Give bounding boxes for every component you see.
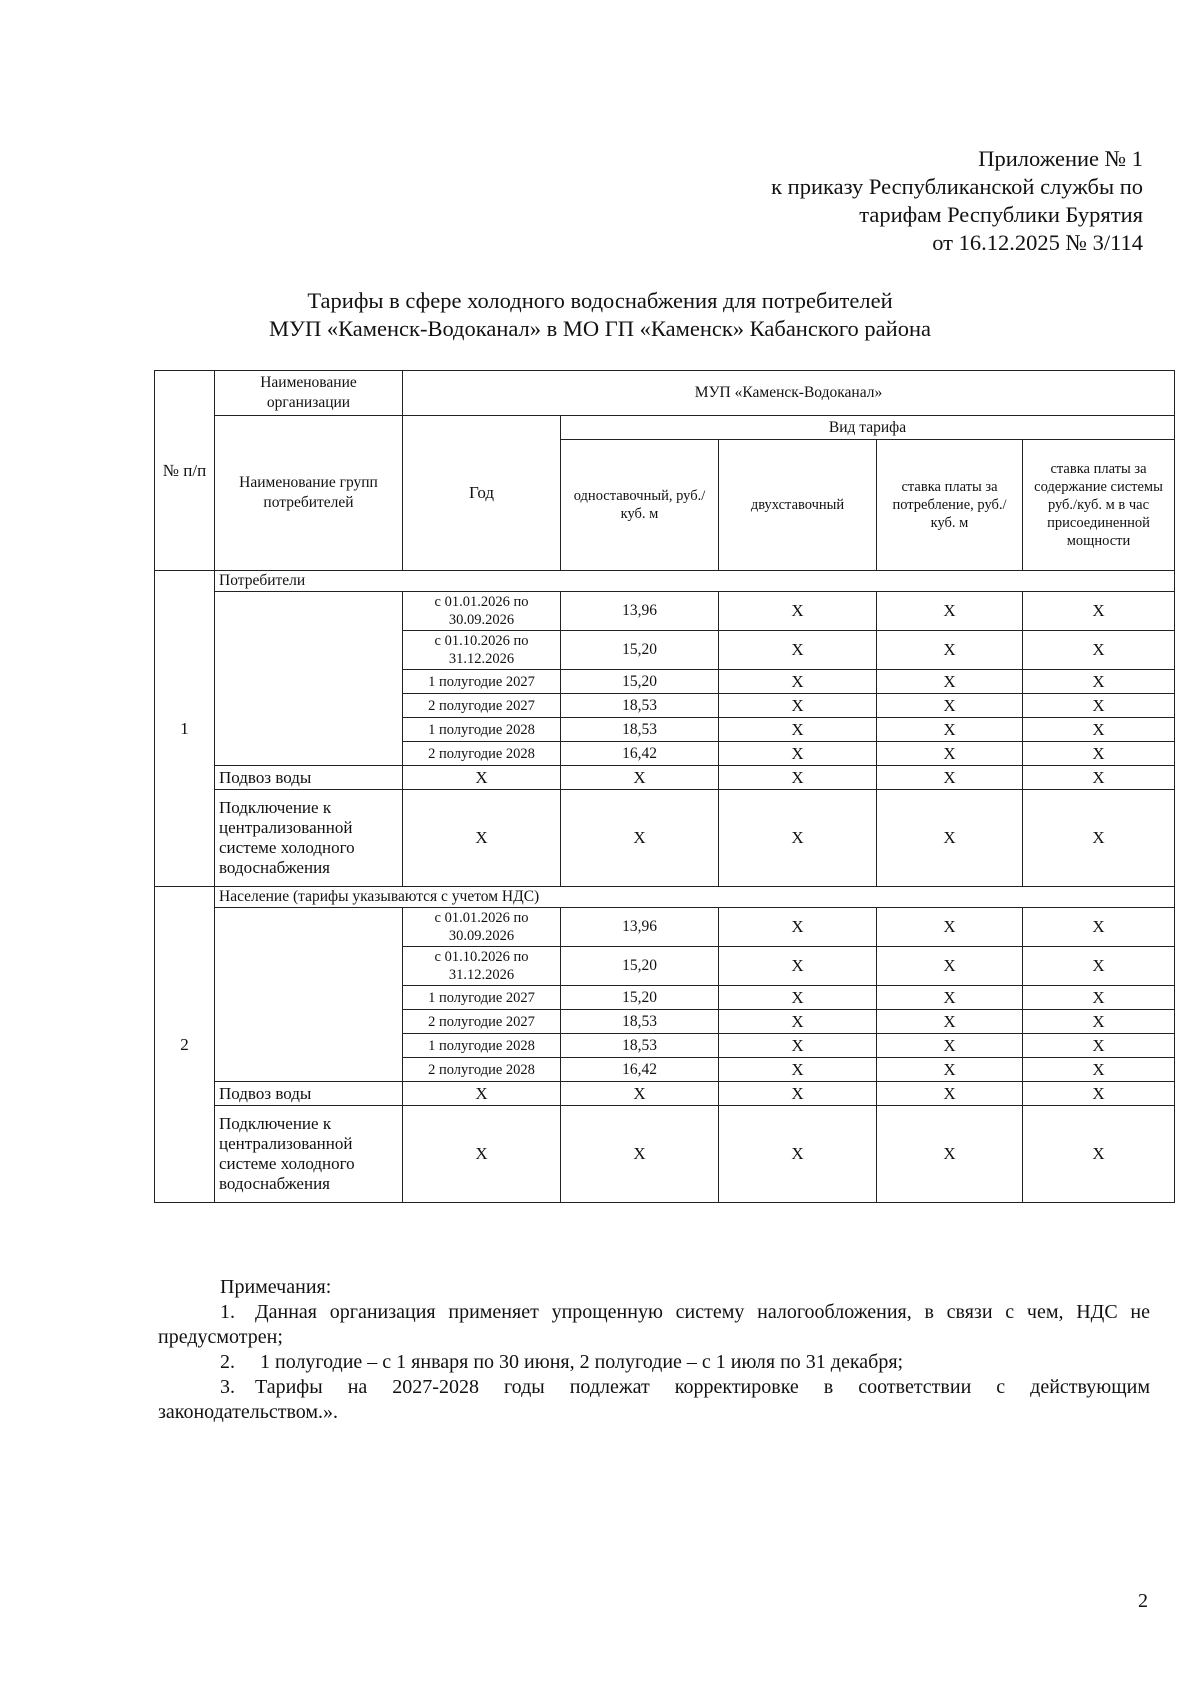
period-cell: 2 полугодие 2027 bbox=[403, 694, 561, 718]
notes bbox=[158, 1275, 1150, 1425]
two-rate-value: X bbox=[719, 694, 877, 718]
two-rate-value: X bbox=[719, 947, 877, 986]
maintenance-rate-value: X bbox=[1023, 986, 1175, 1010]
header-groups: Наименование групп потребителей bbox=[215, 416, 403, 571]
two-rate-value: X bbox=[719, 1106, 877, 1203]
single-rate-value: X bbox=[561, 790, 719, 887]
connection-row bbox=[155, 790, 1175, 887]
note-2: 2. 1 полугодие – с 1 января по 30 июня, 2 полугодие – с 1 июля по 31 декабря; bbox=[220, 1351, 904, 1373]
two-rate-value: X bbox=[719, 742, 877, 766]
tariff-row bbox=[155, 592, 1175, 631]
document-title bbox=[0, 287, 1200, 343]
period-cell: 1 полугодие 2028 bbox=[403, 718, 561, 742]
title-line-2: МУП «Каменск-Водоканал» в МО ГП «Каменск» Кабанского района bbox=[269, 316, 931, 341]
single-rate-value: X bbox=[561, 1082, 719, 1106]
consumption-rate-value: X bbox=[877, 718, 1023, 742]
consumption-rate-value: X bbox=[877, 1010, 1023, 1034]
single-rate-value: 18,53 bbox=[561, 718, 719, 742]
group-empty-cell bbox=[215, 592, 403, 766]
year-value: X bbox=[403, 790, 561, 887]
header-org-name: МУП «Каменск-Водоканал» bbox=[403, 371, 1175, 416]
header-maintenance-rate: ставка платы за содержание системы руб./куб. м в час присоединенной мощности bbox=[1023, 440, 1175, 571]
appendix-line-3: тарифам Республики Бурятия bbox=[859, 202, 1143, 227]
consumption-rate-value: X bbox=[877, 986, 1023, 1010]
consumption-rate-value: X bbox=[877, 790, 1023, 887]
tariff-row bbox=[155, 908, 1175, 947]
single-rate-value: 13,96 bbox=[561, 908, 719, 947]
period-cell: 1 полугодие 2028 bbox=[403, 1034, 561, 1058]
section-heading-row bbox=[155, 571, 1175, 592]
two-rate-value: X bbox=[719, 718, 877, 742]
maintenance-rate-value: X bbox=[1023, 1106, 1175, 1203]
note-1: 1. Данная организация применяет упрощенную систему налогообложения, в связи с чем, НДС не предусмотрен; bbox=[158, 1301, 1150, 1348]
consumption-rate-value: X bbox=[877, 908, 1023, 947]
maintenance-rate-value: X bbox=[1023, 631, 1175, 670]
single-rate-value: 18,53 bbox=[561, 694, 719, 718]
maintenance-rate-value: X bbox=[1023, 742, 1175, 766]
single-rate-value: 18,53 bbox=[561, 1034, 719, 1058]
page-number: 2 bbox=[1138, 1590, 1148, 1612]
single-rate-value: 15,20 bbox=[561, 670, 719, 694]
two-rate-value: X bbox=[719, 670, 877, 694]
single-rate-value: 16,42 bbox=[561, 1058, 719, 1082]
water-delivery-row bbox=[155, 766, 1175, 790]
header-two-rate: двухставочный bbox=[719, 440, 877, 571]
water-delivery-row-label: Подвоз воды bbox=[215, 1082, 403, 1106]
year-value: X bbox=[403, 1082, 561, 1106]
maintenance-rate-value: X bbox=[1023, 1010, 1175, 1034]
consumption-rate-value: X bbox=[877, 1106, 1023, 1203]
maintenance-rate-value: X bbox=[1023, 718, 1175, 742]
row-number: 1 bbox=[155, 571, 215, 887]
year-value: X bbox=[403, 766, 561, 790]
consumption-rate-value: X bbox=[877, 670, 1023, 694]
connection-row-label: Подключение к централизованной системе холодного водоснабжения bbox=[215, 1106, 403, 1203]
two-rate-value: X bbox=[719, 766, 877, 790]
single-rate-value: 16,42 bbox=[561, 742, 719, 766]
maintenance-rate-value: X bbox=[1023, 670, 1175, 694]
header-single-rate: одноставочный, руб./ куб. м bbox=[561, 440, 719, 571]
row-number: 2 bbox=[155, 887, 215, 1203]
notes-heading: Примечания: bbox=[220, 1276, 332, 1298]
appendix-line-1: Приложение № 1 bbox=[978, 146, 1143, 171]
maintenance-rate-value: X bbox=[1023, 947, 1175, 986]
period-cell: 1 полугодие 2027 bbox=[403, 986, 561, 1010]
appendix-line-4: от 16.12.2025 № 3/114 bbox=[932, 230, 1143, 255]
single-rate-value: 15,20 bbox=[561, 947, 719, 986]
period-cell: с 01.10.2026 по 31.12.2026 bbox=[403, 947, 561, 986]
header-row-2 bbox=[155, 416, 1175, 440]
consumption-rate-value: X bbox=[877, 1058, 1023, 1082]
consumption-rate-value: X bbox=[877, 1034, 1023, 1058]
maintenance-rate-value: X bbox=[1023, 1082, 1175, 1106]
two-rate-value: X bbox=[719, 986, 877, 1010]
consumer-group-label: Потребители bbox=[215, 571, 1175, 592]
consumer-group-label: Население (тарифы указываются с учетом НДС) bbox=[215, 887, 1175, 908]
period-cell: с 01.01.2026 по 30.09.2026 bbox=[403, 592, 561, 631]
two-rate-value: X bbox=[719, 1058, 877, 1082]
title-line-1: Тарифы в сфере холодного водоснабжения для потребителей bbox=[307, 288, 893, 313]
single-rate-value: 15,20 bbox=[561, 986, 719, 1010]
maintenance-rate-value: X bbox=[1023, 592, 1175, 631]
header-number: № п/п bbox=[155, 371, 215, 571]
maintenance-rate-value: X bbox=[1023, 1058, 1175, 1082]
header-tariff-type: Вид тарифа bbox=[561, 416, 1175, 440]
header-row-1 bbox=[155, 371, 1175, 416]
consumption-rate-value: X bbox=[877, 742, 1023, 766]
header-year: Год bbox=[403, 416, 561, 571]
period-cell: с 01.10.2026 по 31.12.2026 bbox=[403, 631, 561, 670]
header-organization: Наименование организации bbox=[215, 371, 403, 416]
appendix-header bbox=[771, 145, 1143, 257]
two-rate-value: X bbox=[719, 1082, 877, 1106]
maintenance-rate-value: X bbox=[1023, 908, 1175, 947]
water-delivery-row-label: Подвоз воды bbox=[215, 766, 403, 790]
two-rate-value: X bbox=[719, 631, 877, 670]
maintenance-rate-value: X bbox=[1023, 1034, 1175, 1058]
year-value: X bbox=[403, 1106, 561, 1203]
connection-row bbox=[155, 1106, 1175, 1203]
connection-row-label: Подключение к централизованной системе холодного водоснабжения bbox=[215, 790, 403, 887]
single-rate-value: X bbox=[561, 766, 719, 790]
two-rate-value: X bbox=[719, 908, 877, 947]
single-rate-value: 15,20 bbox=[561, 631, 719, 670]
period-cell: 2 полугодие 2027 bbox=[403, 1010, 561, 1034]
two-rate-value: X bbox=[719, 790, 877, 887]
note-3: 3. Тарифы на 2027-2028 годы подлежат корректировке в соответствии с действующим законодательством.». bbox=[158, 1376, 1150, 1423]
consumption-rate-value: X bbox=[877, 694, 1023, 718]
maintenance-rate-value: X bbox=[1023, 766, 1175, 790]
consumption-rate-value: X bbox=[877, 766, 1023, 790]
consumption-rate-value: X bbox=[877, 592, 1023, 631]
period-cell: 1 полугодие 2027 bbox=[403, 670, 561, 694]
consumption-rate-value: X bbox=[877, 631, 1023, 670]
single-rate-value: 13,96 bbox=[561, 592, 719, 631]
two-rate-value: X bbox=[719, 1010, 877, 1034]
consumption-rate-value: X bbox=[877, 947, 1023, 986]
section-heading-row bbox=[155, 887, 1175, 908]
single-rate-value: X bbox=[561, 1106, 719, 1203]
maintenance-rate-value: X bbox=[1023, 790, 1175, 887]
two-rate-value: X bbox=[719, 592, 877, 631]
period-cell: с 01.01.2026 по 30.09.2026 bbox=[403, 908, 561, 947]
water-delivery-row bbox=[155, 1082, 1175, 1106]
period-cell: 2 полугодие 2028 bbox=[403, 1058, 561, 1082]
two-rate-value: X bbox=[719, 1034, 877, 1058]
header-consumption-rate: ставка платы за потребление, руб./ куб. м bbox=[877, 440, 1023, 571]
appendix-line-2: к приказу Республиканской службы по bbox=[771, 174, 1143, 199]
group-empty-cell bbox=[215, 908, 403, 1082]
tariff-table bbox=[154, 370, 1175, 1203]
maintenance-rate-value: X bbox=[1023, 694, 1175, 718]
single-rate-value: 18,53 bbox=[561, 1010, 719, 1034]
consumption-rate-value: X bbox=[877, 1082, 1023, 1106]
period-cell: 2 полугодие 2028 bbox=[403, 742, 561, 766]
